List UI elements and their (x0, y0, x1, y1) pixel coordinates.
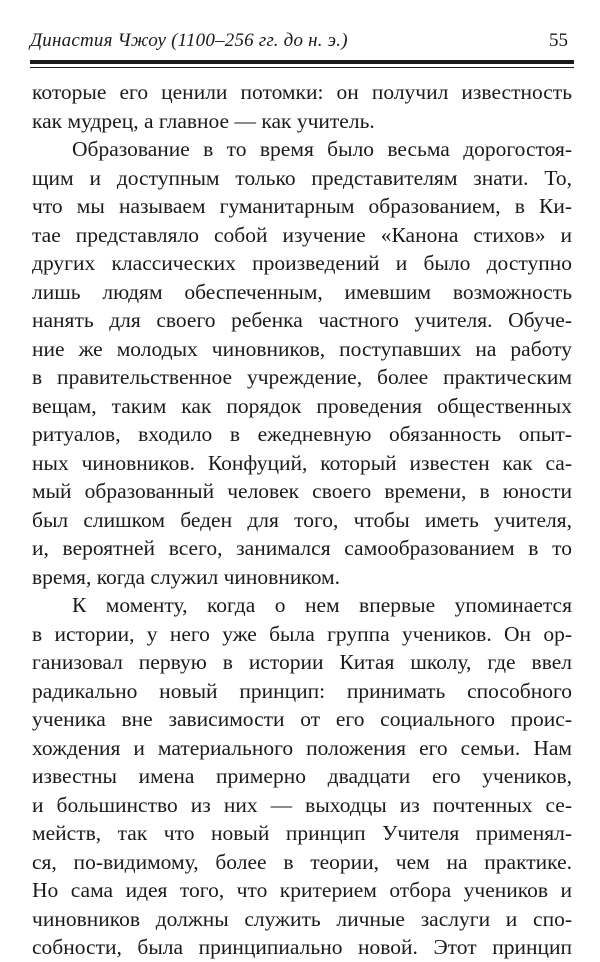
text-line: время, когда служил чиновником. (32, 564, 341, 589)
text-line: ученика вне зависимости от его социального проис- (32, 707, 572, 731)
text-line: мый образованный человек своего времени, в юности (32, 479, 572, 503)
text-line: тае представляло собой изучение «Канона стихов» и (32, 222, 572, 247)
text-line: которые его ценили потомки: он получил известность (32, 80, 572, 104)
text-line: щим и доступным только представителям знати. То, (32, 165, 572, 190)
text-line: ганизовал первую в истории Китая школу, где ввел (32, 650, 572, 674)
text-line: Образование в то время было весьма дорогостоя- (72, 137, 572, 161)
text-line: вещам, таким как порядок проведения общественных (32, 393, 572, 418)
text-line: в истории, у него уже была группа учеников. Он ор- (32, 621, 572, 646)
text-line: ся, по-видимому, более в теории, чем на практике. (32, 849, 572, 874)
text-line: хождения и материального положения его семьи. Нам (32, 735, 572, 760)
text-line: лишь людям обеспеченным, имевшим возможность (32, 279, 572, 304)
running-title: Династия Чжоу (1100–256 гг. до н. э.) (30, 30, 348, 51)
text-line: мейств, так что новый принцип Учителя применял- (32, 821, 572, 845)
text-line: ритуалов, входило в ежедневную обязанность опыт- (32, 422, 572, 446)
text-line: нанять для своего ребенка частного учителя. Обуче- (32, 308, 572, 332)
text-line: что мы называем гуманитарным образованием, в Ки- (32, 194, 572, 218)
text-line: Но сама идея того, что критерием отбора учеников и (32, 878, 572, 902)
text-line: как мудрец, а главное — как учитель. (32, 108, 375, 133)
text-line: ных чиновников. Конфуций, который известен как са- (32, 450, 572, 475)
text-line: и большинство из них — выходцы из почтенных се- (32, 792, 572, 817)
text-line: радикально новый принцип: принимать способного (32, 678, 572, 703)
text-line: других классических произведений и было доступно (32, 251, 572, 275)
running-header (30, 30, 570, 54)
body-text (32, 78, 572, 962)
text-line: ние же молодых чиновников, поступавших на работу (32, 336, 572, 361)
text-line: и, вероятней всего, занимался самообразованием в то (32, 536, 572, 560)
text-line: К моменту, когда о нем впервые упоминается (72, 593, 572, 617)
text-line: был слишком беден для того, чтобы иметь учителя, (32, 507, 572, 532)
text-line: известны имена примерно двадцати его учеников, (32, 764, 572, 788)
text-line: собности, была принципиально новой. Этот принцип (32, 935, 572, 959)
header-rule-thick (30, 60, 574, 64)
text-line: чиновников должны служить личные заслуги и спо- (32, 906, 572, 931)
page-number: 55 (549, 30, 568, 51)
header-rule-thin (30, 67, 574, 68)
text-line: в правительственное учреждение, более практическим (32, 365, 572, 389)
